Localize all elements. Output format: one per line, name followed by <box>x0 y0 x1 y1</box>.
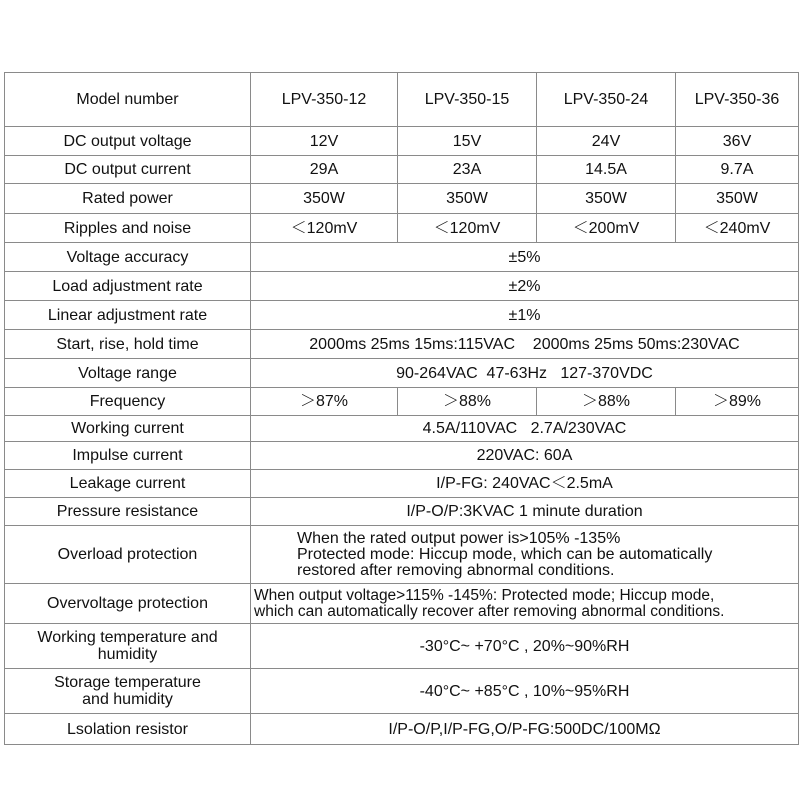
row-frequency <box>5 388 799 416</box>
value-cell: I/P-FG: 240VAC＜2.5mA <box>251 470 799 498</box>
label-linear-adjustment-rate: Linear adjustment rate <box>5 301 251 330</box>
value-cell: ±1% <box>251 301 799 330</box>
value-cell: 24V <box>537 127 676 156</box>
row-dc-output-current <box>5 156 799 184</box>
model-cell: LPV-350-15 <box>398 73 537 127</box>
row-storage-temperature <box>5 669 799 714</box>
value-cell: 350W <box>537 184 676 214</box>
label-voltage-accuracy: Voltage accuracy <box>5 243 251 272</box>
label-model-number: Model number <box>5 73 251 127</box>
row-isolation-resistor <box>5 714 799 745</box>
value-cell: ＜240mV <box>676 214 799 243</box>
label-line: and humidity <box>82 691 173 708</box>
overload-line: restored after removing abnormal conditions. <box>297 561 615 579</box>
value-cell: 350W <box>251 184 398 214</box>
label-dc-output-current: DC output current <box>5 156 251 184</box>
value-cell: ＜120mV <box>251 214 398 243</box>
value-cell: 23A <box>398 156 537 184</box>
value-cell: ±2% <box>251 272 799 301</box>
value-cell: 9.7A <box>676 156 799 184</box>
label-frequency: Frequency <box>5 388 251 416</box>
value-cell: 15V <box>398 127 537 156</box>
value-cell: 29A <box>251 156 398 184</box>
overload-line: Protected mode: Hiccup mode, which can be automatically <box>297 545 713 563</box>
label-storage-temperature <box>5 669 251 714</box>
label-dc-output-voltage: DC output voltage <box>5 127 251 156</box>
row-start-rise-hold-time <box>5 330 799 359</box>
label-voltage-range: Voltage range <box>5 359 251 388</box>
label-overload-protection: Overload protection <box>5 526 251 584</box>
label-line: Storage temperature <box>54 674 201 691</box>
overvoltage-line: which can automatically recover after removing abnormal conditions. <box>254 602 725 620</box>
value-cell: 36V <box>676 127 799 156</box>
label-line: humidity <box>97 646 158 663</box>
label-start-rise-hold-time: Start, rise, hold time <box>5 330 251 359</box>
model-cell: LPV-350-12 <box>251 73 398 127</box>
label-ripples-and-noise: Ripples and noise <box>5 214 251 243</box>
model-cell: LPV-350-24 <box>537 73 676 127</box>
row-rated-power <box>5 184 799 214</box>
label-rated-power: Rated power <box>5 184 251 214</box>
row-impulse-current <box>5 442 799 470</box>
overvoltage-description <box>251 584 799 624</box>
value-cell: 2000ms 25ms 15ms:115VAC 2000ms 25ms 50ms:230VAC <box>251 330 799 359</box>
value-cell: ＜120mV <box>398 214 537 243</box>
row-overload-protection <box>5 526 799 584</box>
value-cell: 14.5A <box>537 156 676 184</box>
row-working-temperature <box>5 624 799 669</box>
value-cell: 350W <box>398 184 537 214</box>
value-cell: 220VAC: 60A <box>251 442 799 470</box>
row-model-number <box>5 73 799 127</box>
label-impulse-current: Impulse current <box>5 442 251 470</box>
value-cell: -30°C~ +70°C , 20%~90%RH <box>251 624 799 669</box>
overvoltage-line: When output voltage>115% -145%: Protected mode; Hiccup mode, <box>254 586 715 604</box>
label-working-current: Working current <box>5 416 251 442</box>
value-cell: ＞89% <box>676 388 799 416</box>
row-dc-output-voltage <box>5 127 799 156</box>
row-leakage-current <box>5 470 799 498</box>
row-linear-adjustment-rate <box>5 301 799 330</box>
value-cell: ＞88% <box>398 388 537 416</box>
value-cell: I/P-O/P:3KVAC 1 minute duration <box>251 498 799 526</box>
value-cell: 4.5A/110VAC 2.7A/230VAC <box>251 416 799 442</box>
value-cell: ＜200mV <box>537 214 676 243</box>
row-voltage-range <box>5 359 799 388</box>
model-cell: LPV-350-36 <box>676 73 799 127</box>
row-load-adjustment-rate <box>5 272 799 301</box>
row-overvoltage-protection <box>5 584 799 624</box>
row-pressure-resistance <box>5 498 799 526</box>
value-cell: -40°C~ +85°C , 10%~95%RH <box>251 669 799 714</box>
value-cell: 12V <box>251 127 398 156</box>
label-load-adjustment-rate: Load adjustment rate <box>5 272 251 301</box>
row-working-current <box>5 416 799 442</box>
label-pressure-resistance: Pressure resistance <box>5 498 251 526</box>
label-working-temperature <box>5 624 251 669</box>
overload-description <box>251 526 799 584</box>
value-cell: ±5% <box>251 243 799 272</box>
value-cell: ＞87% <box>251 388 398 416</box>
label-isolation-resistor: Lsolation resistor <box>5 714 251 745</box>
value-cell: 90-264VAC 47-63Hz 127-370VDC <box>251 359 799 388</box>
label-leakage-current: Leakage current <box>5 470 251 498</box>
overload-line: When the rated output power is>105% -135% <box>297 529 621 547</box>
value-cell: 350W <box>676 184 799 214</box>
value-cell: ＞88% <box>537 388 676 416</box>
row-voltage-accuracy <box>5 243 799 272</box>
label-line: Working temperature and <box>37 629 218 646</box>
spec-table <box>4 72 799 745</box>
value-cell: I/P-O/P,I/P-FG,O/P-FG:500DC/100MΩ <box>251 714 799 745</box>
row-ripples-and-noise <box>5 214 799 243</box>
label-overvoltage-protection: Overvoltage protection <box>5 584 251 624</box>
